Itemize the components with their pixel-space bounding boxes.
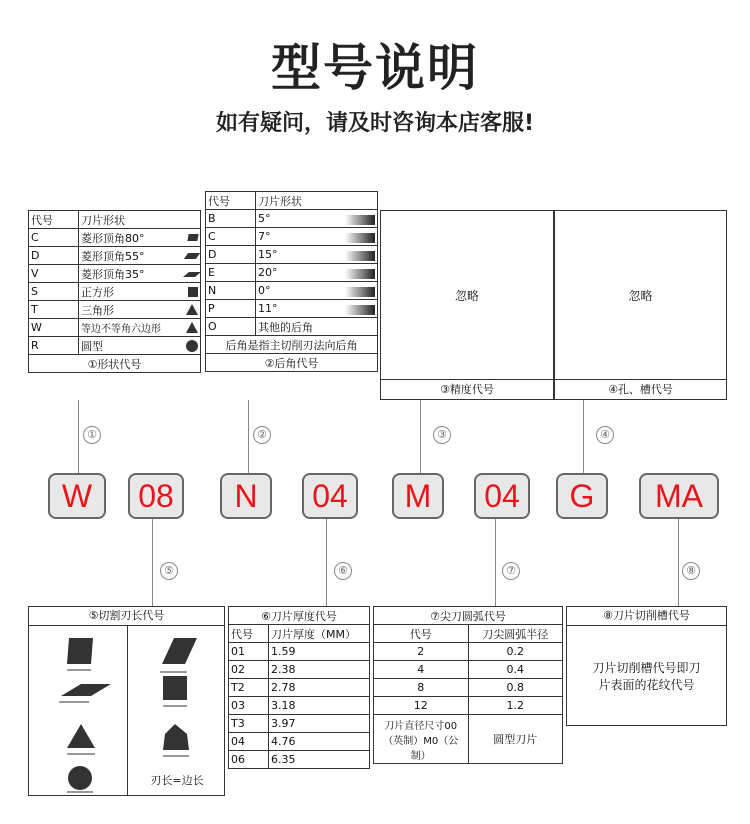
connector-line	[248, 400, 249, 473]
rhombus-35-shape	[61, 684, 111, 696]
t2-row	[256, 300, 378, 318]
hole-groove-box	[554, 210, 727, 400]
square-shape	[163, 676, 187, 700]
rhombus-35-icon	[183, 272, 201, 277]
angle-gradient-icon	[345, 251, 375, 261]
triangle-icon	[186, 304, 198, 315]
t1-code: D	[29, 247, 79, 265]
chipbreaker-box	[566, 606, 727, 726]
t6-code: 02	[229, 661, 269, 679]
t2-code: C	[206, 228, 256, 246]
t1-code: V	[29, 265, 79, 283]
t2-name: 7°	[258, 230, 271, 243]
code-clearance: N	[220, 473, 272, 519]
t6-code: 01	[229, 643, 269, 661]
code-precision: M	[392, 473, 444, 519]
edge-length-box	[28, 606, 225, 796]
angle-gradient-icon	[345, 215, 375, 225]
t1-name: 菱形顶角80°	[81, 231, 145, 245]
page-title: 型号说明	[271, 39, 479, 97]
t7-val: 0.2	[468, 643, 563, 661]
precision-caption: ③精度代号	[440, 383, 494, 396]
angle-gradient-icon	[345, 305, 375, 315]
t2-code: B	[206, 210, 256, 228]
t2-row	[256, 282, 378, 300]
t1-name: 等边不等角六边形	[81, 324, 161, 335]
t7-head-val: 刀尖圆弧半径	[468, 625, 563, 643]
t2-name: 15°	[258, 248, 278, 261]
t2-code: N	[206, 282, 256, 300]
step-3-number: ③	[433, 426, 451, 444]
thickness-table	[228, 606, 370, 769]
circle-icon	[186, 340, 198, 352]
t6-val: 3.18	[269, 697, 370, 715]
t2-code: P	[206, 300, 256, 318]
hole-groove-text: 忽略	[555, 211, 726, 380]
connector-line	[152, 519, 153, 606]
code-corner-radius: 04	[474, 473, 530, 519]
step-5-number: ⑤	[160, 562, 178, 580]
connector-line	[420, 400, 421, 473]
t1-name: 三角形	[81, 303, 114, 317]
t7-foot-right: 圆型刀片	[468, 715, 563, 764]
t2-head-code: 代号	[206, 192, 256, 210]
t2-caption: ②后角代号	[206, 354, 378, 372]
t5-title: ⑤切割刃长代号	[29, 607, 224, 626]
step-7-number: ⑦	[502, 562, 520, 580]
t6-code: 04	[229, 733, 269, 751]
connector-line	[495, 519, 496, 606]
t6-code: 03	[229, 697, 269, 715]
t1-head-name: 刀片形状	[79, 211, 201, 229]
t1-code: T	[29, 301, 79, 319]
t2-name: 11°	[258, 302, 278, 315]
t7-val: 0.4	[468, 661, 563, 679]
t7-foot-left: 刀片直径尺寸00（英制）M0（公制）	[374, 715, 469, 764]
t1-row	[79, 337, 201, 355]
t5-note: 刃长=边长	[150, 774, 204, 787]
t8-text: 刀片切削槽代号即刀片表面的花纹代号	[592, 661, 701, 692]
rhombus-80-shape	[67, 638, 93, 664]
step-1-number: ①	[83, 426, 101, 444]
t6-title: ⑥刀片厚度代号	[229, 607, 370, 625]
t1-row	[79, 319, 201, 337]
shape-code-table	[28, 210, 201, 373]
code-shape: W	[48, 473, 106, 519]
t2-note: 后角是指主切削刃法向后角	[206, 336, 378, 354]
t6-val: 1.59	[269, 643, 370, 661]
hexagon-icon	[186, 322, 198, 333]
angle-gradient-icon	[345, 233, 375, 243]
t7-title: ⑦尖刀圆弧代号	[374, 607, 563, 625]
t7-code: 8	[374, 679, 469, 697]
precision-text: 忽略	[381, 211, 553, 380]
step-6-number: ⑥	[334, 562, 352, 580]
t2-row	[256, 210, 378, 228]
t8-title: ⑧刀片切削槽代号	[567, 607, 726, 626]
rhombus-55-shape	[162, 638, 197, 664]
corner-radius-table	[373, 606, 563, 764]
t1-row	[79, 301, 201, 319]
page-subtitle: 如有疑问，请及时咨询本店客服!	[215, 111, 535, 136]
angle-gradient-icon	[345, 287, 375, 297]
t6-head-code: 代号	[229, 625, 269, 643]
triangle-shape	[67, 724, 95, 748]
t6-code: T3	[229, 715, 269, 733]
t1-code: S	[29, 283, 79, 301]
step-2-number: ②	[253, 426, 271, 444]
connector-line	[326, 519, 327, 606]
code-hole-groove: G	[556, 473, 608, 519]
hexagon-shape	[163, 724, 189, 750]
t6-head-val: 刀片厚度（MM）	[269, 625, 370, 643]
connector-line	[678, 519, 679, 606]
t7-code: 12	[374, 697, 469, 715]
t1-head-code: 代号	[29, 211, 79, 229]
precision-box	[380, 210, 554, 400]
step-8-number: ⑧	[682, 562, 700, 580]
code-thickness: 04	[302, 473, 358, 519]
t2-name: 0°	[258, 284, 271, 297]
t6-code: T2	[229, 679, 269, 697]
t1-row	[79, 283, 201, 301]
rhombus-80-icon	[187, 234, 198, 241]
t2-name: 20°	[258, 266, 278, 279]
clearance-angle-table	[205, 191, 378, 372]
t1-caption: ①形状代号	[29, 355, 201, 373]
t1-row	[79, 229, 201, 247]
connector-line	[583, 400, 584, 473]
t6-val: 6.35	[269, 751, 370, 769]
t6-val: 4.76	[269, 733, 370, 751]
t6-val: 3.97	[269, 715, 370, 733]
code-edge-length: 08	[128, 473, 184, 519]
t2-row	[256, 228, 378, 246]
t1-row	[79, 247, 201, 265]
t6-code: 06	[229, 751, 269, 769]
t7-code: 4	[374, 661, 469, 679]
t7-code: 2	[374, 643, 469, 661]
square-icon	[188, 287, 198, 297]
t1-name: 菱形顶角55°	[81, 249, 145, 263]
hole-groove-caption: ④孔、槽代号	[608, 383, 673, 396]
circle-shape	[68, 766, 92, 790]
t1-name: 正方形	[81, 285, 114, 299]
t2-code: D	[206, 246, 256, 264]
t2-row	[256, 246, 378, 264]
t2-code: O	[206, 318, 256, 336]
t7-val: 1.2	[468, 697, 563, 715]
connector-line	[78, 400, 79, 473]
t6-val: 2.38	[269, 661, 370, 679]
t6-val: 2.78	[269, 679, 370, 697]
angle-gradient-icon	[345, 269, 375, 279]
t2-name: 5°	[258, 212, 271, 225]
t2-name: 其他的后角	[256, 318, 378, 336]
t1-code: R	[29, 337, 79, 355]
code-chipbreaker: MA	[639, 473, 719, 519]
t1-name: 菱形顶角35°	[81, 267, 145, 281]
edge-length-diagrams	[29, 626, 225, 796]
rhombus-55-icon	[184, 253, 200, 259]
t7-head-code: 代号	[374, 625, 469, 643]
t1-row	[79, 265, 201, 283]
t2-row	[256, 264, 378, 282]
t2-head-name: 刀片形状	[256, 192, 378, 210]
t1-code: C	[29, 229, 79, 247]
t1-code: W	[29, 319, 79, 337]
step-4-number: ④	[596, 426, 614, 444]
t7-val: 0.8	[468, 679, 563, 697]
t1-name: 圆型	[81, 339, 103, 353]
t2-code: E	[206, 264, 256, 282]
